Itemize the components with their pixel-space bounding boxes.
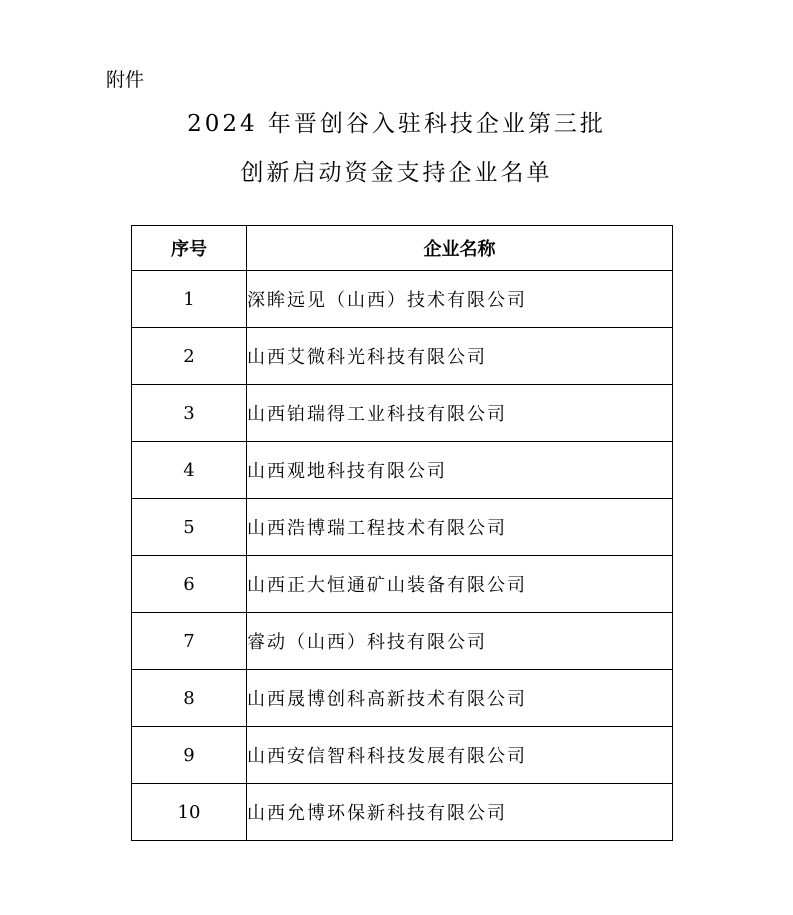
- table-row: [132, 271, 673, 328]
- row-number: 7: [132, 613, 247, 670]
- enterprise-name: 山西允博环保新科技有限公司: [247, 784, 673, 841]
- enterprise-list-table: [131, 225, 673, 841]
- header-serial-number: 序号: [132, 226, 247, 271]
- enterprise-name: 山西浩博瑞工程技术有限公司: [247, 499, 673, 556]
- table-row: [132, 727, 673, 784]
- row-number: 10: [132, 784, 247, 841]
- table-row: [132, 613, 673, 670]
- table-row: [132, 670, 673, 727]
- table-row: [132, 385, 673, 442]
- enterprise-name: 山西安信智科科技发展有限公司: [247, 727, 673, 784]
- row-number: 5: [132, 499, 247, 556]
- row-number: 4: [132, 442, 247, 499]
- attachment-label: 附件: [106, 69, 145, 91]
- row-number: 1: [132, 271, 247, 328]
- table-row: [132, 499, 673, 556]
- enterprise-name: 深眸远见（山西）技术有限公司: [247, 271, 673, 328]
- enterprise-name: 山西晟博创科高新技术有限公司: [247, 670, 673, 727]
- table-row: [132, 556, 673, 613]
- document-title-line-2: 创新启动资金支持企业名单: [240, 160, 553, 186]
- enterprise-name: 睿动（山西）科技有限公司: [247, 613, 673, 670]
- row-number: 2: [132, 328, 247, 385]
- enterprise-name: 山西铂瑞得工业科技有限公司: [247, 385, 673, 442]
- table-header-row: [132, 226, 673, 271]
- row-number: 3: [132, 385, 247, 442]
- row-number: 8: [132, 670, 247, 727]
- table-row: [132, 328, 673, 385]
- row-number: 6: [132, 556, 247, 613]
- table-row: [132, 784, 673, 841]
- document-title-line-1: 2024 年晋创谷入驻科技企业第三批: [187, 111, 606, 137]
- table-row: [132, 442, 673, 499]
- header-enterprise-name: 企业名称: [247, 226, 673, 271]
- enterprise-name: 山西观地科技有限公司: [247, 442, 673, 499]
- enterprise-name: 山西艾微科光科技有限公司: [247, 328, 673, 385]
- enterprise-name: 山西正大恒通矿山装备有限公司: [247, 556, 673, 613]
- row-number: 9: [132, 727, 247, 784]
